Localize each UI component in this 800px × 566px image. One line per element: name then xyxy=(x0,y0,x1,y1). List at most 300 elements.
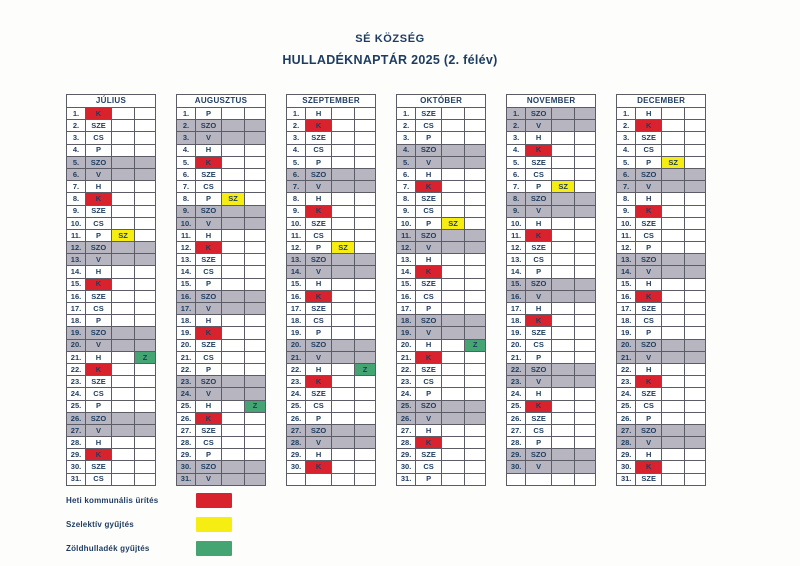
day-row xyxy=(177,376,266,388)
day-row xyxy=(177,278,266,290)
day-row xyxy=(397,351,486,363)
day-row xyxy=(507,108,596,120)
day-letter-cell: H xyxy=(526,303,552,315)
day-number-cell: 28. xyxy=(177,437,196,449)
day-number-cell: 5. xyxy=(177,156,196,168)
day-row xyxy=(397,229,486,241)
day-row xyxy=(507,229,596,241)
greenwaste-marker-cell xyxy=(685,351,706,363)
greenwaste-marker-cell xyxy=(355,193,376,205)
title-block xyxy=(0,33,780,67)
day-letter-cell: V xyxy=(196,132,222,144)
greenwaste-marker-cell xyxy=(245,327,266,339)
day-number-cell: 4. xyxy=(507,144,526,156)
day-row xyxy=(617,144,706,156)
day-number-cell: 5. xyxy=(397,156,416,168)
greenwaste-marker-cell xyxy=(465,388,486,400)
greenwaste-marker-cell xyxy=(465,193,486,205)
selective-marker-cell: SZ xyxy=(442,217,465,229)
day-row xyxy=(67,363,156,375)
day-number-cell: 10. xyxy=(177,217,196,229)
day-letter-cell: P xyxy=(636,327,662,339)
selective-marker-cell xyxy=(442,193,465,205)
selective-marker-cell xyxy=(222,327,245,339)
selective-marker-cell xyxy=(222,363,245,375)
day-row xyxy=(177,363,266,375)
greenwaste-marker-cell xyxy=(245,473,266,485)
day-row xyxy=(287,412,376,424)
greenwaste-marker-cell xyxy=(135,168,156,180)
day-number-cell: 14. xyxy=(177,266,196,278)
day-row xyxy=(507,473,596,485)
greenwaste-marker-cell xyxy=(465,168,486,180)
day-row xyxy=(617,108,706,120)
day-row xyxy=(177,120,266,132)
selective-marker-cell xyxy=(112,461,135,473)
greenwaste-marker-cell xyxy=(685,266,706,278)
day-row xyxy=(177,449,266,461)
greenwaste-marker-cell xyxy=(355,217,376,229)
greenwaste-marker-cell xyxy=(465,437,486,449)
day-row xyxy=(287,351,376,363)
day-number-cell: 28. xyxy=(507,437,526,449)
selective-marker-cell xyxy=(552,400,575,412)
day-row xyxy=(177,437,266,449)
day-number-cell: 21. xyxy=(397,351,416,363)
greenwaste-marker-cell xyxy=(245,193,266,205)
day-row xyxy=(67,242,156,254)
selective-marker-cell xyxy=(222,217,245,229)
day-row xyxy=(67,315,156,327)
day-number-cell: 9. xyxy=(287,205,306,217)
greenwaste-marker-cell xyxy=(245,278,266,290)
day-letter-cell: SZE xyxy=(636,132,662,144)
day-number-cell: 6. xyxy=(397,168,416,180)
day-row xyxy=(177,156,266,168)
selective-marker-cell xyxy=(112,168,135,180)
day-letter-cell: H xyxy=(196,400,222,412)
day-row xyxy=(287,181,376,193)
day-row xyxy=(507,278,596,290)
greenwaste-marker-cell xyxy=(245,120,266,132)
selective-marker-cell xyxy=(662,315,685,327)
greenwaste-marker-cell xyxy=(685,400,706,412)
day-letter-cell: SZO xyxy=(196,120,222,132)
selective-marker-cell xyxy=(442,168,465,180)
selective-marker-cell xyxy=(222,278,245,290)
day-row xyxy=(507,400,596,412)
day-letter-cell: CS xyxy=(416,461,442,473)
greenwaste-marker-cell xyxy=(245,290,266,302)
day-number-cell: 17. xyxy=(287,303,306,315)
day-row xyxy=(397,193,486,205)
selective-marker-cell xyxy=(332,156,355,168)
greenwaste-marker-cell xyxy=(685,363,706,375)
greenwaste-marker-cell xyxy=(465,315,486,327)
selective-marker-cell xyxy=(442,278,465,290)
selective-marker-cell xyxy=(442,339,465,351)
day-number-cell: 17. xyxy=(507,303,526,315)
selective-marker-cell xyxy=(112,290,135,302)
day-letter-cell: K xyxy=(86,108,112,120)
day-letter-cell: CS xyxy=(416,205,442,217)
day-number-cell: 24. xyxy=(177,388,196,400)
day-letter-cell: CS xyxy=(526,254,552,266)
selective-marker-cell xyxy=(442,412,465,424)
day-row xyxy=(397,400,486,412)
day-row xyxy=(397,132,486,144)
greenwaste-marker-cell xyxy=(575,278,596,290)
day-letter-cell: K xyxy=(636,376,662,388)
day-row xyxy=(67,424,156,436)
day-letter-cell: CS xyxy=(86,303,112,315)
selective-marker-cell: SZ xyxy=(332,242,355,254)
day-number-cell: 18. xyxy=(67,315,86,327)
day-letter-cell: P xyxy=(306,327,332,339)
day-row xyxy=(287,242,376,254)
day-number-cell: 25. xyxy=(67,400,86,412)
selective-marker-cell xyxy=(552,242,575,254)
day-number-cell: 15. xyxy=(617,278,636,290)
day-row xyxy=(177,168,266,180)
day-number-cell: 12. xyxy=(287,242,306,254)
greenwaste-marker-cell xyxy=(135,193,156,205)
day-number-cell: 8. xyxy=(67,193,86,205)
day-row xyxy=(287,108,376,120)
day-letter-cell: CS xyxy=(306,229,332,241)
day-number-cell: 18. xyxy=(507,315,526,327)
greenwaste-marker-cell xyxy=(355,144,376,156)
day-letter-cell: K xyxy=(306,205,332,217)
day-row xyxy=(177,108,266,120)
day-letter-cell: V xyxy=(526,376,552,388)
day-row xyxy=(617,278,706,290)
day-row xyxy=(507,156,596,168)
greenwaste-marker-cell xyxy=(685,376,706,388)
day-letter-cell: H xyxy=(636,193,662,205)
month-header: NOVEMBER xyxy=(507,95,596,108)
greenwaste-marker-cell xyxy=(575,266,596,278)
selective-marker-cell xyxy=(112,473,135,485)
day-number-cell: 20. xyxy=(287,339,306,351)
day-letter-cell: V xyxy=(636,437,662,449)
selective-marker-cell xyxy=(442,205,465,217)
day-row xyxy=(177,193,266,205)
selective-marker-cell xyxy=(552,156,575,168)
day-number-cell: 13. xyxy=(507,254,526,266)
day-letter-cell: CS xyxy=(416,120,442,132)
day-row xyxy=(617,217,706,229)
day-letter-cell: CS xyxy=(196,351,222,363)
selective-marker-cell xyxy=(662,473,685,485)
selective-marker-cell xyxy=(442,424,465,436)
selective-marker-cell xyxy=(442,327,465,339)
selective-marker-cell xyxy=(662,351,685,363)
greenwaste-marker-cell xyxy=(465,449,486,461)
selective-marker-cell xyxy=(112,144,135,156)
selective-marker-cell xyxy=(552,315,575,327)
selective-marker-cell xyxy=(442,108,465,120)
day-letter-cell: SZO xyxy=(526,363,552,375)
day-letter-cell: P xyxy=(86,315,112,327)
month-header: JÚLIUS xyxy=(67,95,156,108)
selective-marker-cell xyxy=(552,473,575,485)
selective-marker-cell xyxy=(222,424,245,436)
day-number-cell: 22. xyxy=(507,363,526,375)
day-row xyxy=(67,193,156,205)
day-row xyxy=(617,205,706,217)
day-row xyxy=(67,181,156,193)
greenwaste-marker-cell xyxy=(245,363,266,375)
day-number-cell: 15. xyxy=(67,278,86,290)
greenwaste-marker-cell xyxy=(575,388,596,400)
greenwaste-marker-cell xyxy=(465,156,486,168)
day-row xyxy=(287,400,376,412)
day-number-cell: 12. xyxy=(397,242,416,254)
day-letter-cell: P xyxy=(636,412,662,424)
greenwaste-marker-cell xyxy=(135,205,156,217)
day-letter-cell: P xyxy=(196,363,222,375)
day-letter-cell: H xyxy=(526,388,552,400)
day-number-cell: 22. xyxy=(287,363,306,375)
day-number-cell: 22. xyxy=(397,363,416,375)
greenwaste-marker-cell xyxy=(465,278,486,290)
day-letter-cell: P xyxy=(86,400,112,412)
day-letter-cell: SZO xyxy=(306,254,332,266)
day-number-cell: 11. xyxy=(67,229,86,241)
day-number-cell: 20. xyxy=(177,339,196,351)
day-number-cell: 18. xyxy=(177,315,196,327)
day-row xyxy=(617,388,706,400)
day-number-cell: 12. xyxy=(617,242,636,254)
greenwaste-marker-cell xyxy=(245,254,266,266)
day-letter-cell: H xyxy=(416,168,442,180)
selective-marker-cell xyxy=(332,108,355,120)
day-number-cell: 24. xyxy=(67,388,86,400)
day-letter-cell: K xyxy=(306,120,332,132)
day-row xyxy=(507,168,596,180)
greenwaste-marker-cell xyxy=(685,168,706,180)
day-number-cell: 16. xyxy=(67,290,86,302)
day-number-cell: 18. xyxy=(287,315,306,327)
day-row xyxy=(507,437,596,449)
greenwaste-marker-cell xyxy=(685,339,706,351)
day-number-cell: 4. xyxy=(177,144,196,156)
selective-marker-cell xyxy=(222,412,245,424)
day-letter-cell: K xyxy=(196,327,222,339)
selective-marker-cell xyxy=(332,303,355,315)
greenwaste-marker-cell xyxy=(135,266,156,278)
selective-marker-cell xyxy=(112,315,135,327)
page-title-calendar: HULLADÉKNAPTÁR 2025 (2. félév) xyxy=(282,53,498,67)
day-letter-cell: SZO xyxy=(306,424,332,436)
legend-row-selective xyxy=(66,516,326,540)
greenwaste-marker-cell xyxy=(355,376,376,388)
day-letter-cell: H xyxy=(86,437,112,449)
greenwaste-marker-cell xyxy=(245,156,266,168)
day-letter-cell: P xyxy=(86,144,112,156)
day-number-cell: 1. xyxy=(397,108,416,120)
greenwaste-marker-cell xyxy=(685,315,706,327)
greenwaste-marker-cell xyxy=(135,181,156,193)
day-number-cell: 1. xyxy=(617,108,636,120)
day-row xyxy=(177,181,266,193)
selective-marker-cell xyxy=(442,400,465,412)
day-letter-cell: SZE xyxy=(526,327,552,339)
day-number-cell: 5. xyxy=(617,156,636,168)
selective-marker-cell xyxy=(662,303,685,315)
greenwaste-marker-cell xyxy=(245,339,266,351)
day-row xyxy=(397,473,486,485)
day-letter-cell: H xyxy=(306,278,332,290)
selective-marker-cell xyxy=(222,449,245,461)
greenwaste-marker-cell xyxy=(245,351,266,363)
selective-marker-cell xyxy=(662,290,685,302)
day-row xyxy=(177,303,266,315)
selective-marker-cell xyxy=(442,229,465,241)
day-row xyxy=(287,424,376,436)
day-number-cell: 29. xyxy=(507,449,526,461)
selective-marker-cell xyxy=(442,363,465,375)
day-row xyxy=(507,351,596,363)
day-letter-cell: SZO xyxy=(526,193,552,205)
selective-marker-cell xyxy=(552,327,575,339)
day-number-cell: 15. xyxy=(507,278,526,290)
day-number-cell: 23. xyxy=(177,376,196,388)
day-letter-cell: K xyxy=(526,144,552,156)
day-number-cell: 25. xyxy=(287,400,306,412)
greenwaste-marker-cell xyxy=(355,424,376,436)
day-row xyxy=(397,108,486,120)
greenwaste-marker-cell xyxy=(355,449,376,461)
day-row xyxy=(397,254,486,266)
day-row xyxy=(177,315,266,327)
selective-marker-cell xyxy=(222,254,245,266)
day-row xyxy=(507,363,596,375)
greenwaste-marker-cell xyxy=(355,181,376,193)
greenwaste-marker-cell xyxy=(575,132,596,144)
day-letter-cell: P xyxy=(86,229,112,241)
day-letter-cell: K xyxy=(526,315,552,327)
selective-marker-cell xyxy=(222,229,245,241)
greenwaste-marker-cell xyxy=(685,461,706,473)
calendar-grid xyxy=(66,94,706,486)
day-letter-cell: K xyxy=(86,449,112,461)
day-letter-cell: CS xyxy=(526,168,552,180)
selective-marker-cell xyxy=(332,229,355,241)
selective-marker-cell xyxy=(112,376,135,388)
greenwaste-marker-cell xyxy=(355,156,376,168)
day-number-cell: 19. xyxy=(287,327,306,339)
selective-marker-cell xyxy=(552,290,575,302)
day-letter-cell: P xyxy=(196,193,222,205)
month-table-december xyxy=(616,94,706,486)
day-row xyxy=(177,351,266,363)
day-number-cell: 5. xyxy=(67,156,86,168)
day-letter-cell: P xyxy=(636,156,662,168)
day-letter-cell: H xyxy=(306,193,332,205)
day-number-cell: 6. xyxy=(177,168,196,180)
day-row xyxy=(177,132,266,144)
legend-row-greenwaste xyxy=(66,540,326,564)
day-number-cell: 11. xyxy=(617,229,636,241)
day-letter-cell: H xyxy=(636,108,662,120)
day-letter-cell: CS xyxy=(416,290,442,302)
greenwaste-marker-cell xyxy=(355,290,376,302)
greenwaste-marker-cell xyxy=(355,327,376,339)
day-letter-cell: V xyxy=(306,351,332,363)
day-letter-cell: P xyxy=(196,449,222,461)
day-row xyxy=(617,290,706,302)
greenwaste-marker-cell xyxy=(135,132,156,144)
greenwaste-marker-cell xyxy=(575,376,596,388)
day-row xyxy=(507,376,596,388)
selective-marker-cell xyxy=(552,363,575,375)
day-number-cell: 4. xyxy=(287,144,306,156)
day-letter-cell: SZO xyxy=(306,168,332,180)
greenwaste-marker-cell xyxy=(685,144,706,156)
day-number-cell: 23. xyxy=(617,376,636,388)
day-row xyxy=(617,351,706,363)
day-row xyxy=(287,315,376,327)
selective-marker-cell xyxy=(112,449,135,461)
day-letter-cell: H xyxy=(636,278,662,290)
greenwaste-marker-cell xyxy=(685,290,706,302)
day-letter-cell: SZE xyxy=(526,412,552,424)
legend-swatch-communal xyxy=(196,493,232,508)
day-number-cell: 21. xyxy=(287,351,306,363)
selective-marker-cell xyxy=(552,449,575,461)
day-number-cell: 1. xyxy=(507,108,526,120)
day-letter-cell: P xyxy=(416,303,442,315)
greenwaste-marker-cell xyxy=(245,266,266,278)
day-letter-cell: P xyxy=(636,242,662,254)
day-number-cell: 28. xyxy=(287,437,306,449)
day-number-cell: 31. xyxy=(397,473,416,485)
legend-label-greenwaste: Zöldhulladék gyűjtés xyxy=(66,544,150,553)
day-number-cell: 2. xyxy=(397,120,416,132)
greenwaste-marker-cell xyxy=(575,461,596,473)
greenwaste-marker-cell xyxy=(465,351,486,363)
day-letter-cell: H xyxy=(86,181,112,193)
greenwaste-marker-cell xyxy=(685,449,706,461)
day-letter-cell: V xyxy=(86,168,112,180)
day-row xyxy=(507,303,596,315)
day-number-cell: 27. xyxy=(617,424,636,436)
day-row xyxy=(397,461,486,473)
selective-marker-cell xyxy=(662,400,685,412)
greenwaste-marker-cell xyxy=(575,181,596,193)
day-number-cell: 20. xyxy=(397,339,416,351)
day-letter-cell: K xyxy=(196,242,222,254)
day-row xyxy=(507,339,596,351)
greenwaste-marker-cell xyxy=(685,205,706,217)
day-letter-cell: H xyxy=(86,351,112,363)
day-number-cell: 4. xyxy=(617,144,636,156)
day-number-cell: 16. xyxy=(617,290,636,302)
day-letter-cell: V xyxy=(86,339,112,351)
day-number-cell: 8. xyxy=(397,193,416,205)
day-row xyxy=(177,205,266,217)
selective-marker-cell xyxy=(222,266,245,278)
greenwaste-marker-cell xyxy=(135,388,156,400)
day-row xyxy=(67,339,156,351)
day-row xyxy=(397,388,486,400)
selective-marker-cell xyxy=(552,205,575,217)
day-row xyxy=(287,156,376,168)
day-number-cell: 22. xyxy=(177,363,196,375)
day-row xyxy=(177,144,266,156)
